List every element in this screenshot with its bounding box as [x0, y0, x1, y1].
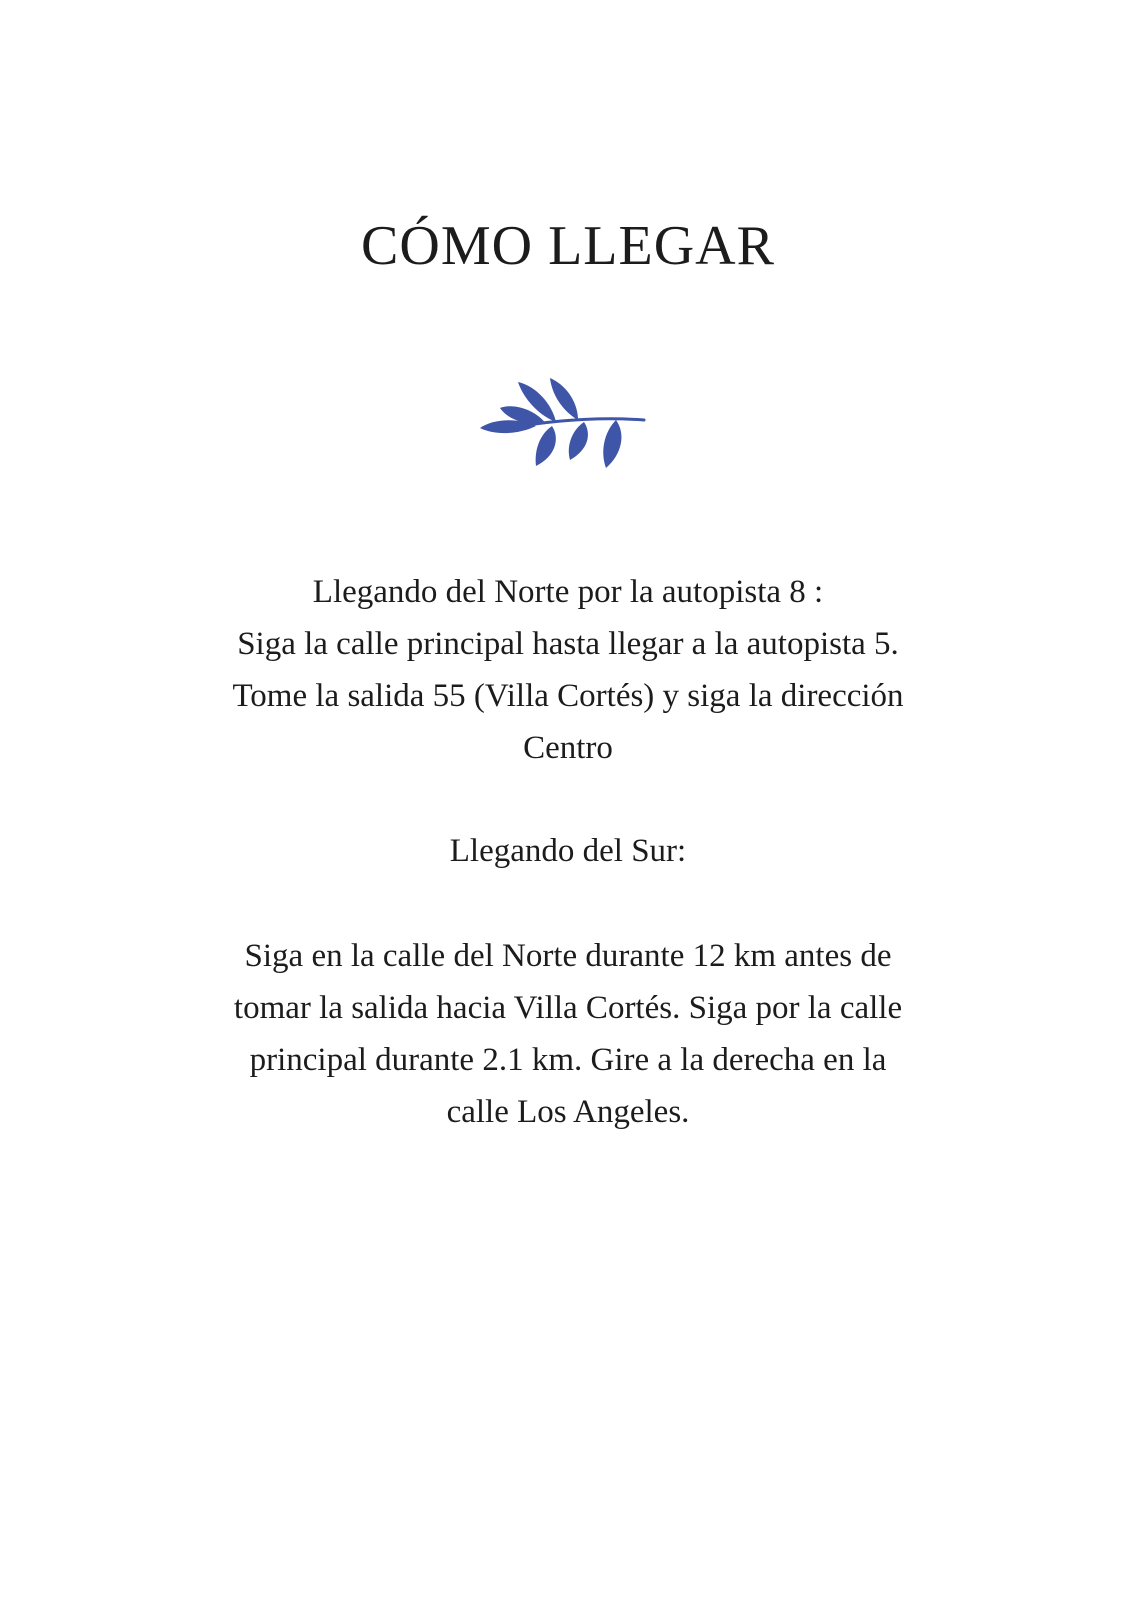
south-heading-text: Llegando del Sur: [449, 833, 687, 869]
south-line: principal durante 2.1 km. Gire a la derecha en la [249, 1042, 887, 1078]
page-title: CÓMO LLEGAR [361, 215, 775, 277]
north-line: Llegando del Norte por la autopista 8 : [312, 574, 824, 610]
south-directions [150, 930, 986, 1138]
south-line: tomar la salida hacia Villa Cortés. Siga por la calle [233, 990, 903, 1026]
north-line: Siga la calle principal hasta llegar a la autopista 5. [237, 626, 899, 662]
north-line: Centro [523, 730, 613, 766]
north-directions [150, 566, 986, 774]
south-heading [150, 825, 986, 877]
olive-branch-icon [480, 378, 656, 474]
south-line: Siga en la calle del Norte durante 12 km antes de [244, 938, 892, 974]
south-line: calle Los Angeles. [446, 1094, 690, 1130]
north-line: Tome la salida 55 (Villa Cortés) y siga la dirección [232, 678, 904, 714]
